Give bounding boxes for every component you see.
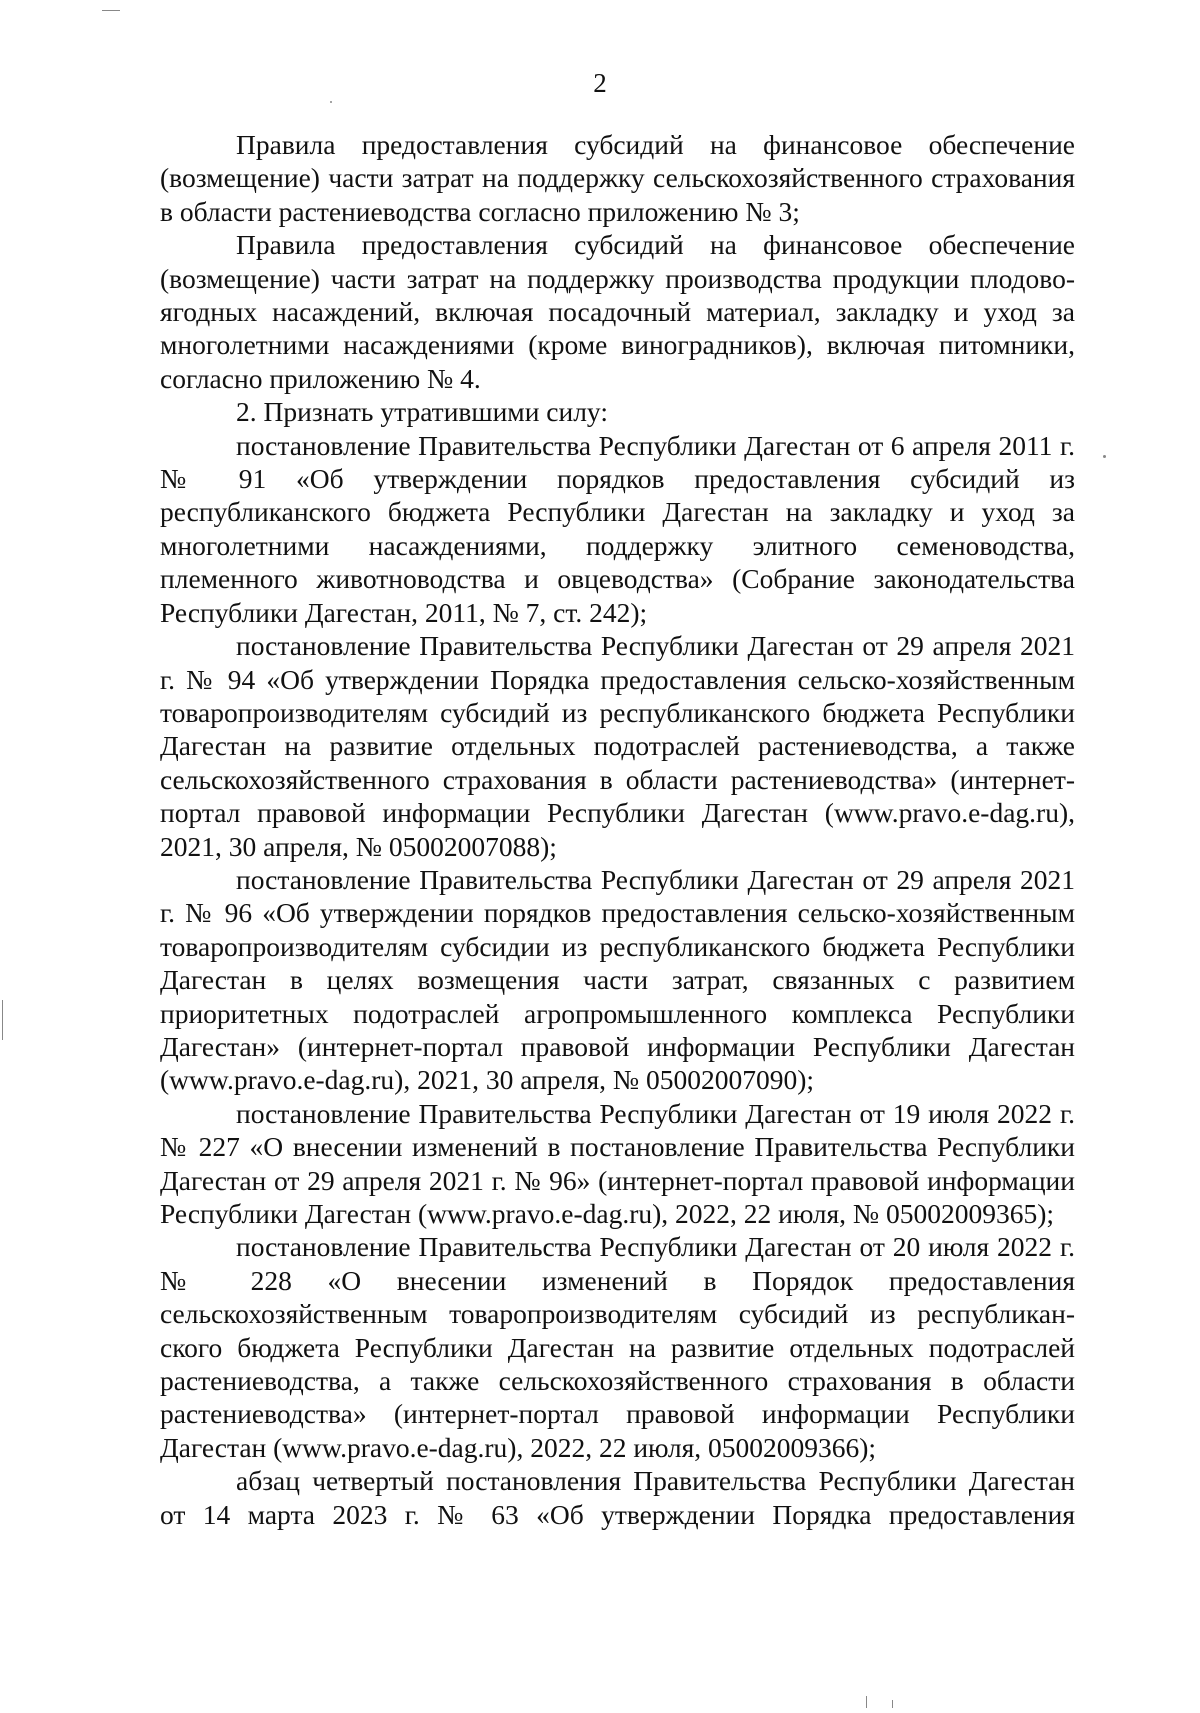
- paragraph-resolution-228: постановление Правительства Республики Дагестан от 20 июля 2022 г. № 228 «О внесении изменений в Порядок предоставления сельскохозяйственным товаропроизводителям субсидий из республикан-ского бюджета Республики Дагестан на развитие отдельных подотраслей растениеводства, а также сельскохозяйственного страхования в области растениеводства» (интернет-портал правовой информации Республики Дагестан (www.pravo.e-dag.ru), 2022, 22 июля, 05002009366);: [160, 1231, 1075, 1463]
- paragraph-resolution-227: постановление Правительства Республики Дагестан от 19 июля 2022 г. № 227 «О внесении изменений в постановление Правительства Республики Дагестан от 29 апреля 2021 г. № 96» (интернет-портал правовой информации Республики Дагестан (www.pravo.e-dag.ru), 2022, 22 июля, № 05002009365);: [160, 1097, 1075, 1229]
- document-body: [160, 128, 1075, 1531]
- paragraph-resolution-91: постановление Правительства Республики Дагестан от 6 апреля 2011 г. № 91 «Об утверждении порядков предоставления субсидий из республиканского бюджета Республики Дагестан на закладку и уход за многолетними насаждениями, поддержку элитного семеноводства, племенного животноводства и овцеводства» (Собрание законодательства Республики Дагестан, 2011, № 7, ст. 242);: [160, 429, 1075, 628]
- scan-artifact: [892, 1700, 893, 1708]
- scan-artifact: [866, 1696, 867, 1708]
- paragraph-rules-appendix-4: Правила предоставления субсидий на финансовое обеспечение (возмещение) части затрат на поддержку производства продукции плодово-ягодных насаждений, включая посадочный материал, закладку и уход за многолетними насаждениями (кроме виноградников), включая питомники, согласно приложению № 4.: [160, 229, 1075, 394]
- page-number: 2: [593, 68, 607, 98]
- paragraph-resolution-63: абзац четвертый постановления Правительства Республики Дагестан от 14 марта 2023 г. № 63 «Об утверждении Порядка предоставления: [160, 1465, 1075, 1530]
- paragraph-repeal-heading: 2. Признать утратившими силу:: [236, 396, 608, 428]
- paragraph-rules-appendix-3: Правила предоставления субсидий на финансовое обеспечение (возмещение) части затрат на поддержку сельскохозяйственного страхования в области растениеводства согласно приложению № 3;: [160, 129, 1075, 227]
- paragraph-resolution-94: постановление Правительства Республики Дагестан от 29 апреля 2021 г. № 94 «Об утверждении Порядка предоставления сельско-хозяйственным товаропроизводителям субсидий из республиканского бюджета Республики Дагестан на развитие отдельных подотраслей растениеводства, а также сельскохозяйственного страхования в области растениеводства» (интернет-портал правовой информации Республики Дагестан (www.pravo.e-dag.ru), 2021, 30 апреля, № 05002007088);: [160, 630, 1075, 862]
- scan-artifact: [102, 10, 120, 11]
- scan-artifact: [1103, 455, 1106, 458]
- scan-artifact: [2, 1000, 3, 1040]
- scan-artifact: [330, 101, 332, 103]
- paragraph-resolution-96: постановление Правительства Республики Дагестан от 29 апреля 2021 г. № 96 «Об утверждении порядков предоставления сельско-хозяйственным товаропроизводителям субсидии из республиканского бюджета Республики Дагестан в целях возмещения части затрат, связанных с развитием приоритетных подотраслей агропромышленного комплекса Республики Дагестан» (интернет-портал правовой информации Республики Дагестан (www.pravo.e-dag.ru), 2021, 30 апреля, № 05002007090);: [160, 863, 1075, 1096]
